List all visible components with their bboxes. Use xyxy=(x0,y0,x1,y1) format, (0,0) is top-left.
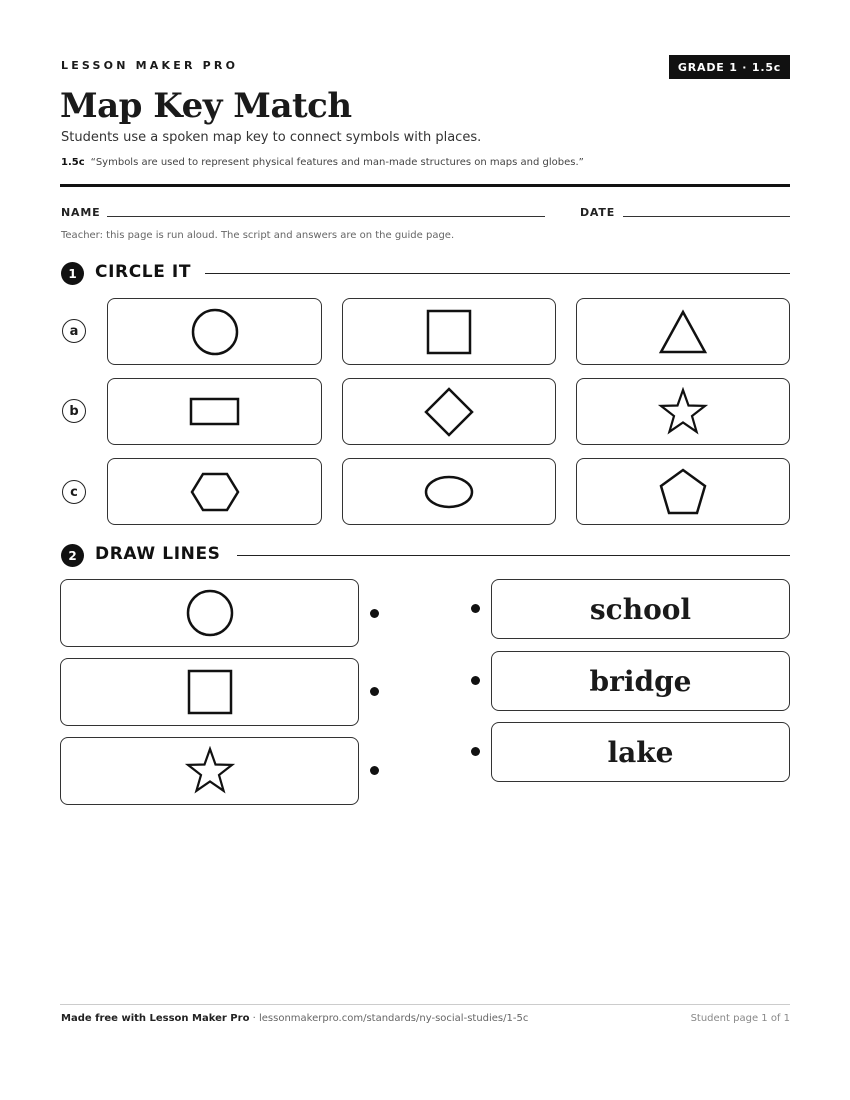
section-1-number: 1 xyxy=(61,262,84,285)
star-icon xyxy=(184,746,236,796)
choice-b-diamond[interactable] xyxy=(342,378,556,445)
word-bridge: bridge xyxy=(589,664,692,698)
choice-c-pentagon[interactable] xyxy=(576,458,790,525)
name-field[interactable] xyxy=(107,216,545,217)
page-subtitle: Students use a spoken map key to connect symbols with places. xyxy=(61,130,482,145)
connect-dot-left-2[interactable] xyxy=(370,687,379,696)
row-label-c: c xyxy=(62,480,86,504)
word-card-lake xyxy=(491,722,790,782)
word-card-school xyxy=(491,579,790,639)
choice-a-triangle[interactable] xyxy=(576,298,790,365)
triangle-icon xyxy=(658,309,708,355)
square-icon xyxy=(187,669,233,715)
footer-divider xyxy=(60,1004,790,1005)
date-label: DATE xyxy=(580,206,616,219)
choice-b-rectangle[interactable] xyxy=(107,378,322,445)
connect-dot-left-3[interactable] xyxy=(370,766,379,775)
hexagon-icon xyxy=(189,471,241,513)
connect-dot-right-2[interactable] xyxy=(471,676,480,685)
section-1-rule xyxy=(205,273,790,274)
rectangle-icon xyxy=(189,397,241,427)
circle-icon xyxy=(185,588,235,638)
standard-line xyxy=(61,157,584,168)
page-title: Map Key Match xyxy=(60,86,352,126)
symbol-card-star xyxy=(60,737,359,805)
footer-url[interactable]: lessonmakerpro.com/standards/ny-social-studies/1-5c xyxy=(258,1013,529,1024)
word-card-bridge xyxy=(491,651,790,711)
row-label-a: a xyxy=(62,319,86,343)
section-1-title: CIRCLE IT xyxy=(95,262,192,282)
name-label: NAME xyxy=(61,206,101,219)
symbol-card-square xyxy=(60,658,359,726)
teacher-note: Teacher: this page is run aloud. The script and answers are on the guide page. xyxy=(61,230,455,241)
section-2-title: DRAW LINES xyxy=(95,544,221,564)
choice-a-square[interactable] xyxy=(342,298,556,365)
choice-b-star[interactable] xyxy=(576,378,790,445)
section-2-number: 2 xyxy=(61,544,84,567)
connect-dot-left-1[interactable] xyxy=(370,609,379,618)
circle-icon xyxy=(190,307,240,357)
square-icon xyxy=(426,309,472,355)
pentagon-icon xyxy=(657,467,709,517)
word-lake: lake xyxy=(607,735,674,769)
connect-dot-right-1[interactable] xyxy=(471,604,480,613)
brand-name: LESSON MAKER PRO xyxy=(61,59,239,72)
diamond-icon xyxy=(424,387,474,437)
footer-made-with: Made free with Lesson Maker Pro xyxy=(61,1013,250,1024)
choice-c-oval[interactable] xyxy=(342,458,556,525)
standard-code: 1.5c xyxy=(61,157,85,168)
connect-dot-right-3[interactable] xyxy=(471,747,480,756)
symbol-card-circle xyxy=(60,579,359,647)
oval-icon xyxy=(423,474,475,510)
row-label-b: b xyxy=(62,399,86,423)
star-icon xyxy=(657,387,709,437)
choice-a-circle[interactable] xyxy=(107,298,322,365)
footer-credit xyxy=(61,1013,528,1024)
grade-badge: GRADE 1 · 1.5c xyxy=(669,55,790,79)
choice-c-hexagon[interactable] xyxy=(107,458,322,525)
word-school: school xyxy=(589,592,692,626)
date-field[interactable] xyxy=(623,216,790,217)
footer-page-number: Student page 1 of 1 xyxy=(690,1013,790,1024)
standard-text: “Symbols are used to represent physical features and man-made structures on maps and globes.” xyxy=(90,157,584,168)
header-divider xyxy=(60,184,790,187)
section-2-rule xyxy=(237,555,790,556)
footer-separator: · xyxy=(249,1013,259,1024)
